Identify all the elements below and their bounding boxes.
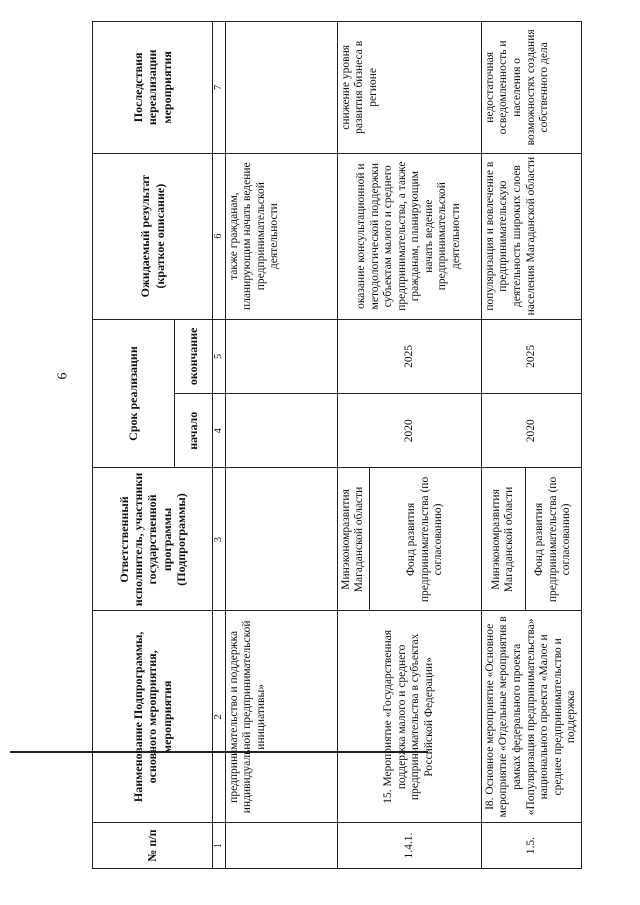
cell-executor: Фонд развития предпринимательства (по согласованию) [369,468,481,611]
page-number: 6 [55,372,71,380]
table-row [481,22,525,869]
cell-num [225,823,337,869]
header-executor: Ответственный исполнитель, участники государственной программы (Подпрограммы) [93,468,213,611]
cell-executor: Минэкономразвития Магаданской области [481,468,525,611]
cell-executor [225,468,337,611]
table-row [225,22,337,869]
cell-name: 15. Мероприятие «Государственная поддержка малого и среднего предпринимательства в субъектах Российской Федерации» [337,611,481,823]
col-number: 1 [213,823,226,869]
header-result: Ожидаемый результат (краткое описание) [93,153,213,319]
header-num: № п/п [93,823,213,869]
column-number-row [213,22,226,869]
col-number: 2 [213,611,226,823]
table-row [337,22,369,869]
cell-consequences: снижение уровня развития бизнеса в регионе [337,22,481,154]
cell-end [225,319,337,393]
cell-executor: Фонд развития предпринимательства (по согласованию) [525,468,581,611]
cell-result: оказание консультационной и методологической поддержки субъектам малого и среднего предпринимательства, а также гражданам, планирующим начать ведение предпринимательской деятельности [337,153,481,319]
header-name: Наименование Подпрограммы, основного мероприятия, мероприятия [93,611,213,823]
cell-start: 2020 [337,394,481,468]
header-term: Срок реализации [93,319,175,468]
cell-name: предпринимательство и поддержка индивидуальной предпринимательской инициативы» [225,611,337,823]
col-number: 7 [213,22,226,154]
header-start: начало [175,394,213,468]
col-number: 5 [213,319,226,393]
cell-num: 1.5. [481,823,581,869]
col-number: 4 [213,394,226,468]
header-end: окончание [175,319,213,393]
rotated-table-wrapper [92,21,578,869]
cell-executor: Минэкономразвития Магаданской области [337,468,369,611]
cell-end: 2025 [481,319,581,393]
cell-start: 2020 [481,394,581,468]
cell-result: популяризация и вовлечение в предпринимательскую деятельность широких слоев населения Магаданской области [481,153,581,319]
col-number: 6 [213,153,226,319]
header-consequences: Последствия нереализации мероприятия [93,22,213,154]
col-number: 3 [213,468,226,611]
cell-start [225,394,337,468]
cell-end: 2025 [337,319,481,393]
cell-result: также гражданам, планирующим начать ведение предпринимательской деятельности [225,153,337,319]
cell-consequences: недостаточная осведомленность и населения о возможностях создания собственного дела [481,22,581,154]
program-table [92,21,582,869]
cell-consequences [225,22,337,154]
cell-num: 1.4.1. [337,823,481,869]
cell-name: I8. Основное мероприятие «Основное мероприятие «Отдельные мероприятия в рамках федерального проекта «Популяризация предпринимательства» национального проекта «Малое и среднее предпринимательство и поддержка [481,611,581,823]
